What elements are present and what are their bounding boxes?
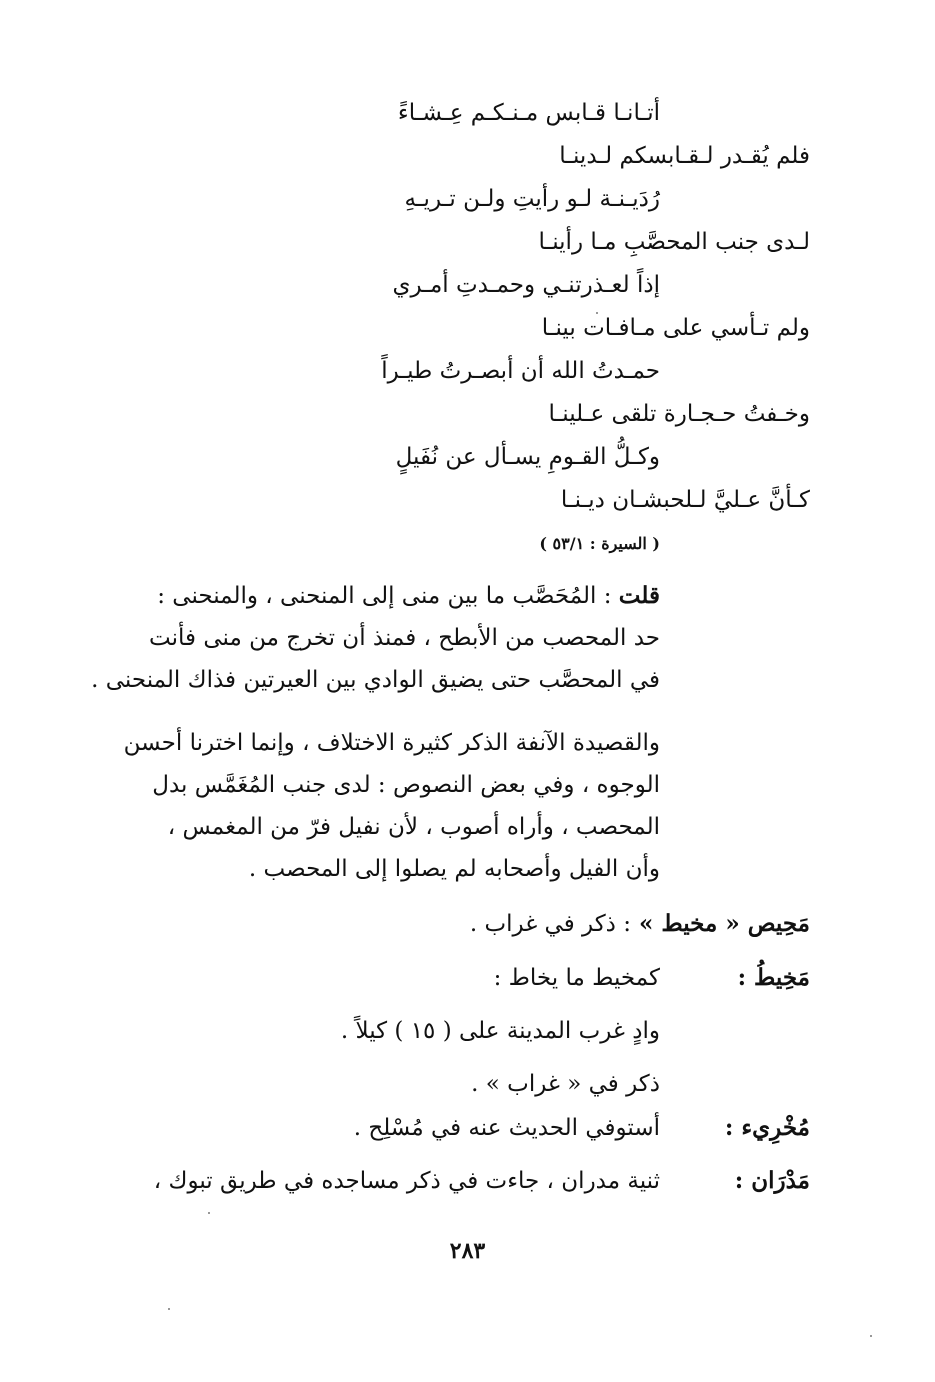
poem-line-8: وخـفتُ حـجـارة تلقى عـلينـا — [548, 401, 810, 427]
entry-mukhit-term: مَخِيطُ : — [737, 964, 810, 991]
entry-mukhri-def: أستوفي الحديث عنه في مُسْلِح . — [353, 1115, 660, 1141]
entry-mukhit-def1: كمخيط ما يخاط : — [493, 965, 660, 991]
commentary-label: قلت — [618, 582, 660, 609]
commentary-para1-line1 — [120, 580, 660, 612]
entry-mudran-term: مَدْرَان : — [734, 1167, 810, 1194]
commentary-para2-line1: والقصيدة الآنفة الذكر كثيرة الاختلاف ، وإنما اخترنا أحسن — [123, 730, 660, 756]
commentary-para1-line3: في المحصَّب حتى يضيق الوادي بين العيرتين فذاك المنحنى . — [91, 667, 660, 693]
poem-line-1: أتـانـا قـابس مـنـكـم عِـشـاءً — [397, 100, 660, 126]
poem-line-2: فلم يُقـدر لـقـابسكم لـدينـا — [559, 143, 810, 169]
entry-mukhri-term: مُخْرِيء : — [724, 1114, 810, 1141]
commentary-para1-text1: : المُحَصَّب ما بين منى إلى المنحنى ، والمنحنى : — [157, 583, 619, 609]
poem-source-citation: ( السيرة : ٥٣/١ ) — [539, 534, 660, 553]
poem-line-6: ولم تـأسي على مـافـات بينـا — [541, 315, 810, 341]
page-number: ٢٨٣ — [449, 1238, 486, 1264]
scan-speck — [870, 1335, 872, 1337]
poem-line-3: رُدَيـنـة لـو رأيتِ ولـن تـريـهِ — [404, 186, 660, 212]
poem-line-7: حمـدتُ الله أن أبصـرتُ طيـراً — [381, 358, 660, 384]
poem-line-4: لـدى جنب المحصَّبِ مـا رأينـا — [538, 229, 810, 255]
commentary-para2-line3: المحصب ، وأراه أصوب ، لأن نفيل فرّ من المغمس ، — [167, 814, 660, 840]
commentary-para2-line4: وأن الفيل وأصحابه لم يصلوا إلى المحصب . — [248, 856, 660, 882]
entry-muhis — [470, 908, 810, 940]
poem-line-10: كـأنَّ عـليَّ لـلحبشـان ديـنـا — [560, 487, 810, 513]
entry-mudran-def: ثنية مدران ، جاءت في ذكر مساجده في طريق تبوك ، — [153, 1168, 660, 1194]
entry-mukhit-def3: ذكر في « غراب » . — [471, 1071, 660, 1097]
scan-speck — [596, 312, 598, 314]
poem-line-5: إذاً لعـذرتنـي وحمـدتِ أمـري — [392, 272, 660, 298]
entry-mukhit-def2: وادٍ غرب المدينة على ( ١٥ ) كيلاً . — [340, 1018, 660, 1044]
scan-speck — [168, 1308, 170, 1310]
commentary-para2-line2: الوجوه ، وفي بعض النصوص : لدى جنب المُغَمَّس بدل — [152, 772, 660, 798]
commentary-para1-line2: حد المحصب من الأبطح ، فمنذ أن تخرج من منى فأنت — [149, 625, 660, 651]
poem-line-9: وكـلُّ القـومِ يسـأل عن نُفَيلٍ — [395, 444, 660, 470]
entry-muhis-term: مَحِيص « مخيط » — [630, 910, 810, 937]
scan-speck — [208, 1212, 210, 1214]
entry-muhis-def: : ذكر في غراب . — [469, 911, 631, 937]
